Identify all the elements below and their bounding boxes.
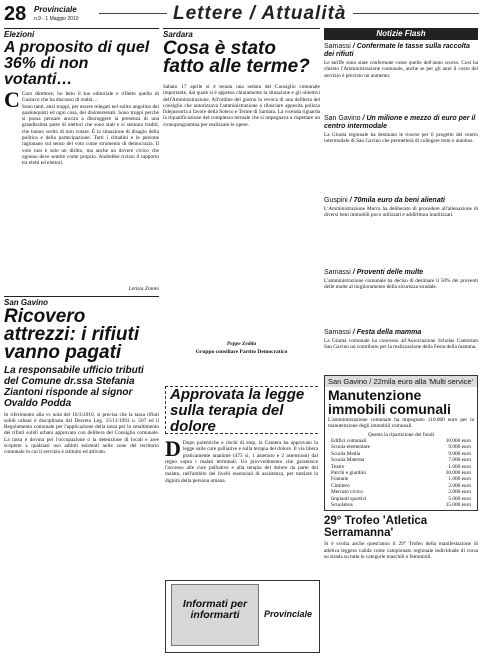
article-body: D Dopo polemiche e rischi di stop, la Camera ha approvato la legge sulle cure palliative e sulla terapia del dolore. Il via libera praticamente unanime (475 sì, 1 astenuto e 2 astensioni) dal regno sopra i malati terminali. Un provvedimento che garantisce l'accesso alle cure palliative e alla terapia del dolore da parte del malato, nell'ambito dei livelli essenziali di assistenza, per tutelare la dignità della persona umana. [165, 440, 318, 484]
flash-item-body: La Giunta regionale ha destinato le risorse per il progetto del centro intermodale di San Gavino che permetterà di collegare treni e autobus. [324, 132, 478, 145]
funds-row-label: Fontane [331, 476, 349, 483]
funds-row-value: 15.000 euro [445, 502, 471, 509]
funds-row-value: 1.000 euro [448, 476, 471, 483]
page-header [4, 3, 478, 25]
flash-item-heading: Festa della mamma [356, 329, 422, 336]
flash-item-place: San Gavino [324, 115, 361, 122]
flash-item-heading: Confermate le tasse sulla raccolta dei rifiuti [324, 43, 470, 58]
article-headline: Ricovero attrezzi: i rifiuti vanno pagati [4, 305, 140, 363]
separator: / [350, 329, 357, 336]
flash-item-title [324, 269, 478, 277]
dropcap: D [165, 440, 181, 461]
article-kicker: Elezioni [4, 28, 159, 39]
article-kicker: Sardara [163, 28, 320, 39]
flash-item-body: L'Amministrazione Murru ha deliberato di procedere all'alienazione di diversi beni immobili poco utilizzati e addirittura inutilizzati. [324, 206, 478, 219]
separator: / [350, 43, 357, 50]
flash-item-place: Samassi [324, 269, 351, 276]
funds-row-value: 5.000 euro [448, 495, 471, 502]
ad-text: Informati per informarti [182, 598, 248, 621]
funds-row-value: 9.000 euro [448, 444, 471, 451]
flash-item [324, 115, 478, 194]
separator: / [350, 269, 357, 276]
article-signature: Peppe Zedda [226, 341, 257, 347]
funds-row-value: 1.000 euro [448, 463, 471, 470]
column-left [4, 28, 159, 653]
section-title: Lettere / Attualità [167, 3, 353, 25]
funds-row-label: Mercato civico [331, 489, 363, 496]
flash-item-heading: Proventi delle multe [356, 269, 424, 276]
flash-item-place: Samassi [324, 329, 351, 336]
flash-banner: Notizie Flash [324, 28, 478, 40]
advertisement [165, 580, 320, 653]
article-kicker: San Gavino [4, 296, 159, 307]
flash-item [324, 269, 478, 326]
flash-item-body: L'amministrazione comunale ha deciso di destinare il 50% dei proventi delle multe al miglioramento della sicurezza stradale. [324, 278, 478, 291]
article-subhead: La responsabile ufficio tributi del Comune dr.ssa Stefania Ziantoni risponde al signor Ovaldo Podda [4, 364, 144, 409]
flash-item-title [324, 197, 478, 205]
separator: / [360, 115, 367, 122]
funds-row [331, 502, 471, 508]
maintenance-intro: L'amministrazione comunale ha impegnato 110.000 euro per la manutenzione degli immobili comunali. [328, 417, 474, 430]
funds-row-label: Scuola elementare [331, 444, 370, 451]
funds-row-label: Impianti sportivi [331, 495, 367, 502]
funds-row-label: Edifici comunali [331, 438, 367, 444]
funds-row-label: Scuola Media [331, 450, 361, 457]
flash-item-place: Samassi [324, 43, 351, 50]
page-number: 28 [4, 3, 27, 25]
flash-item-title [324, 115, 478, 131]
funds-table-head: Questa la ripartizione dei fondi [368, 431, 434, 438]
funds-row-value: 2.000 euro [448, 489, 471, 496]
flash-items [324, 43, 478, 372]
flash-item-body: La Giunta comunale ha concesso all'Associazione Scholas Cantorum San Gavino un contributo per la realizzazione della Festa della mamma. [324, 338, 478, 351]
funds-row-value: 7.000 euro [448, 457, 471, 464]
funds-row-value: 2.000 euro [448, 482, 471, 489]
funds-row-value: 9.000 euro [448, 450, 471, 457]
column-right [324, 28, 478, 653]
funds-row-label: Parchi e giardini [331, 470, 367, 477]
funds-row-label: Scuolabus [331, 502, 353, 509]
funds-row-label: Teatro [331, 463, 345, 470]
flash-item-title [324, 329, 478, 337]
funds-rows [331, 438, 471, 508]
maintenance-box [324, 375, 478, 511]
article-headline: Approvata la legge sulla terapia del dolore [170, 386, 305, 435]
article-headline: Cosa è stato fatto alle terme? [163, 38, 310, 77]
article-body: In riferimento alla vs nota del 16/3/2010, si precisa che la tassa rifiuti solidi urbani è disciplinata dal Decreto Leg. 15/11/1993 n. 507 ed il Regolamento comunale per l'applicazione della tassa per lo smaltimento dei rifiuti solidi urbani approvato con delibera del Consiglio comunale. La tassa è dovuta per l'occupazione o la detenzione di locali e aree scoperte a qualsiasi uso adibiti esistenti nelle zone del territorio comunale in cui il servizio è istituito ed attivato. [4, 411, 159, 456]
article-signature: Letizia Zimmi [128, 285, 159, 292]
masthead-logo: Provinciale [34, 5, 77, 14]
flash-item [324, 43, 478, 112]
flash-item [324, 197, 478, 266]
flash-item-title [324, 43, 478, 59]
funds-row-value: 10.000 euro [445, 438, 471, 444]
dropcap: C [4, 87, 20, 112]
flash-item-heading: Un milione e mezzo di euro per il centro intermodale [324, 115, 476, 130]
article-lead: C Caro direttore, ho letto il tuo editoriale e rifletto quello di Gustavo che ha discusso di realtà… [4, 87, 159, 112]
flash-item-place: Guspini [324, 197, 348, 204]
issue-info: n.9 - 1 Maggio 2010 [34, 16, 79, 22]
funds-row-value: 30.000 euro [445, 470, 471, 477]
funds-row-label: Scuola Materna [331, 457, 365, 464]
article-body: Sabato 17 aprile si è tenuta una seduta del Consiglio comunale importante, dal quale si è appreso chiaramente la situazione e gli obiettivi dell'Amministrazione. All'ordine del giorno la revoca di una delibera del consiglio che autorizzava l'amministrazione a rilasciare apposita polizza fidejussoria a favore della Soteco e Terme di Sardara. La vicenda riguarda la riqualificazione del complesso termale che si impegnava a rispettare un cronoprogramma per realizzare le opere. [163, 84, 320, 128]
separator: / [347, 197, 354, 204]
ad-logo: Provinciale [264, 609, 313, 619]
flash-item [324, 329, 478, 372]
maintenance-kicker: San Gavino / 22mila euro alla 'Multi service' [325, 376, 477, 387]
article-group: Gruppo consiliare Partito Democratico [195, 349, 288, 355]
maintenance-title: Manutenzione immobili comunali [328, 387, 451, 417]
article-headline: A proposito di quel 36% di non votanti… [4, 39, 150, 88]
funds-table [325, 430, 477, 511]
flash-item-heading: 70mila euro da beni alienati [353, 197, 445, 204]
article-body: Si è svolta anche quest'anno il 29° Trofeo della manifestazione di atletica leggera valida come campionato regionale individuale di corsa su strada su tutte le categorie maschili e femminili. [324, 541, 478, 561]
article-body: Sono tanti, anzi troppi, per essere relegati nel solito angolino dei qualunquisti ed ogni cosa, dei disinteressati. Sono troppi perché si possa pensare ancora a distruggere la presenza di una grandissima parte di elettori che sono stati e si sentono traditi, che hanno scelto di non votare. È la situazione di disagio della politica e della partecipazione. Tutti i cittadini e le persone ragionano sul senso del voto come strumento di democrazia. Il voto non è solo un diritto, ma anche un dovere civico che ognuno deve sentire come proprio. Andrebbe rivisto il rapporto tra eletti ed elettori. [21, 103, 159, 167]
flash-item-body: Le tariffe sono state confermate come quelle dell'anno scorso. Così ha chiesto l'Amministrazione comunale, anche se per gli anni il costo del servizio è previsto un aumento. [324, 60, 478, 79]
article-headline: 29° Trofeo 'Atletica Serramanna' [324, 515, 428, 540]
funds-row-label: Cimitero [331, 482, 350, 489]
